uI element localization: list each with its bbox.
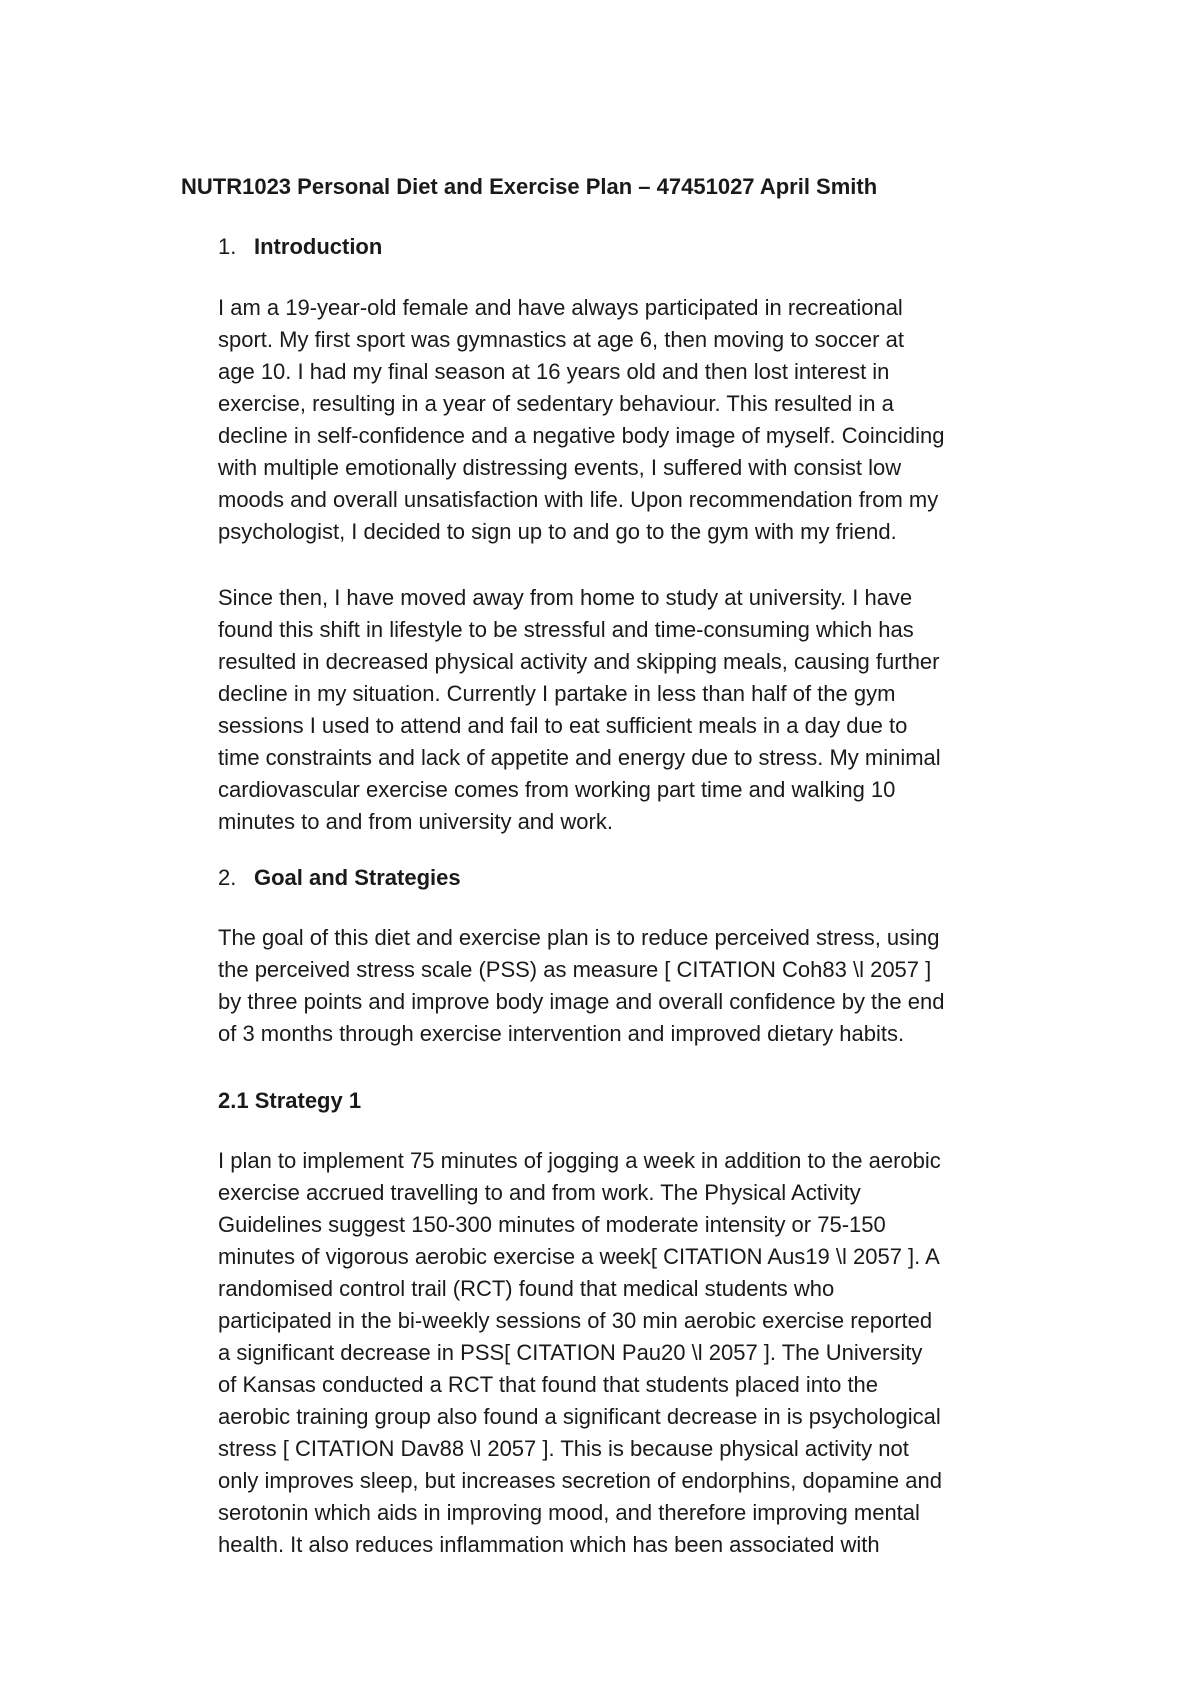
text-line: participated in the bi-weekly sessions of 30 min aerobic exercise reported xyxy=(218,1308,933,1333)
text-line: of 3 months through exercise intervention and improved dietary habits. xyxy=(218,1021,905,1046)
section-1-heading xyxy=(218,234,382,260)
text-line: I plan to implement 75 minutes of jogging a week in addition to the aerobic xyxy=(218,1148,941,1173)
section-2-number: 2. xyxy=(218,865,237,890)
strategy-1-heading: 2.1 Strategy 1 xyxy=(218,1088,362,1113)
text-line: age 10. I had my final season at 16 years old and then lost interest in xyxy=(218,359,890,384)
text-line: psychologist, I decided to sign up to and go to the gym with my friend. xyxy=(218,519,897,544)
text-line: with multiple emotionally distressing events, I suffered with consist low xyxy=(218,455,902,480)
section-1-title: Introduction xyxy=(254,234,383,259)
text-line: minutes of vigorous aerobic exercise a week[ CITATION Aus19 \l 2057 ]. A xyxy=(218,1244,940,1269)
text-line: The goal of this diet and exercise plan is to reduce perceived stress, using xyxy=(218,925,940,950)
text-line: decline in self-confidence and a negative body image of myself. Coinciding xyxy=(218,423,945,448)
text-line: sessions I used to attend and fail to eat sufficient meals in a day due to xyxy=(218,713,908,738)
text-line: sport. My first sport was gymnastics at age 6, then moving to soccer at xyxy=(218,327,904,352)
text-line: decline in my situation. Currently I partake in less than half of the gym xyxy=(218,681,896,706)
text-line: stress [ CITATION Dav88 \l 2057 ]. This is because physical activity not xyxy=(218,1436,909,1461)
text-line: of Kansas conducted a RCT that found that students placed into the xyxy=(218,1372,879,1397)
text-line: resulted in decreased physical activity and skipping meals, causing further xyxy=(218,649,940,674)
text-line: a significant decrease in PSS[ CITATION Pau20 \l 2057 ]. The University xyxy=(218,1340,923,1365)
text-line: exercise, resulting in a year of sedentary behaviour. This resulted in a xyxy=(218,391,894,416)
text-line: exercise accrued travelling to and from work. The Physical Activity xyxy=(218,1180,861,1205)
text-line: I am a 19-year-old female and have always participated in recreational xyxy=(218,295,903,320)
section-2-heading xyxy=(218,865,461,891)
text-line: randomised control trail (RCT) found that medical students who xyxy=(218,1276,835,1301)
text-line: time constraints and lack of appetite and energy due to stress. My minimal xyxy=(218,745,941,770)
text-line: only improves sleep, but increases secretion of endorphins, dopamine and xyxy=(218,1468,942,1493)
intro-paragraph-1 xyxy=(218,292,944,548)
text-line: Since then, I have moved away from home to study at university. I have xyxy=(218,585,913,610)
text-line: minutes to and from university and work. xyxy=(218,809,613,834)
text-line: health. It also reduces inflammation which has been associated with xyxy=(218,1532,880,1557)
intro-paragraph-2 xyxy=(218,582,941,838)
document-title: NUTR1023 Personal Diet and Exercise Plan – 47451027 April Smith xyxy=(181,174,878,199)
text-line: serotonin which aids in improving mood, and therefore improving mental xyxy=(218,1500,920,1525)
text-line: the perceived stress scale (PSS) as measure [ CITATION Coh83 \l 2057 ] xyxy=(218,957,932,982)
text-line: moods and overall unsatisfaction with life. Upon recommendation from my xyxy=(218,487,939,512)
strategy-1-paragraph xyxy=(218,1145,942,1561)
text-line: cardiovascular exercise comes from working part time and walking 10 xyxy=(218,777,896,802)
goal-paragraph xyxy=(218,922,944,1050)
text-line: Guidelines suggest 150-300 minutes of moderate intensity or 75-150 xyxy=(218,1212,886,1237)
section-1-number: 1. xyxy=(218,234,237,259)
section-2-title: Goal and Strategies xyxy=(254,865,461,890)
text-line: aerobic training group also found a significant decrease in is psychological xyxy=(218,1404,941,1429)
text-line: found this shift in lifestyle to be stressful and time-consuming which has xyxy=(218,617,914,642)
text-line: by three points and improve body image and overall confidence by the end xyxy=(218,989,945,1014)
